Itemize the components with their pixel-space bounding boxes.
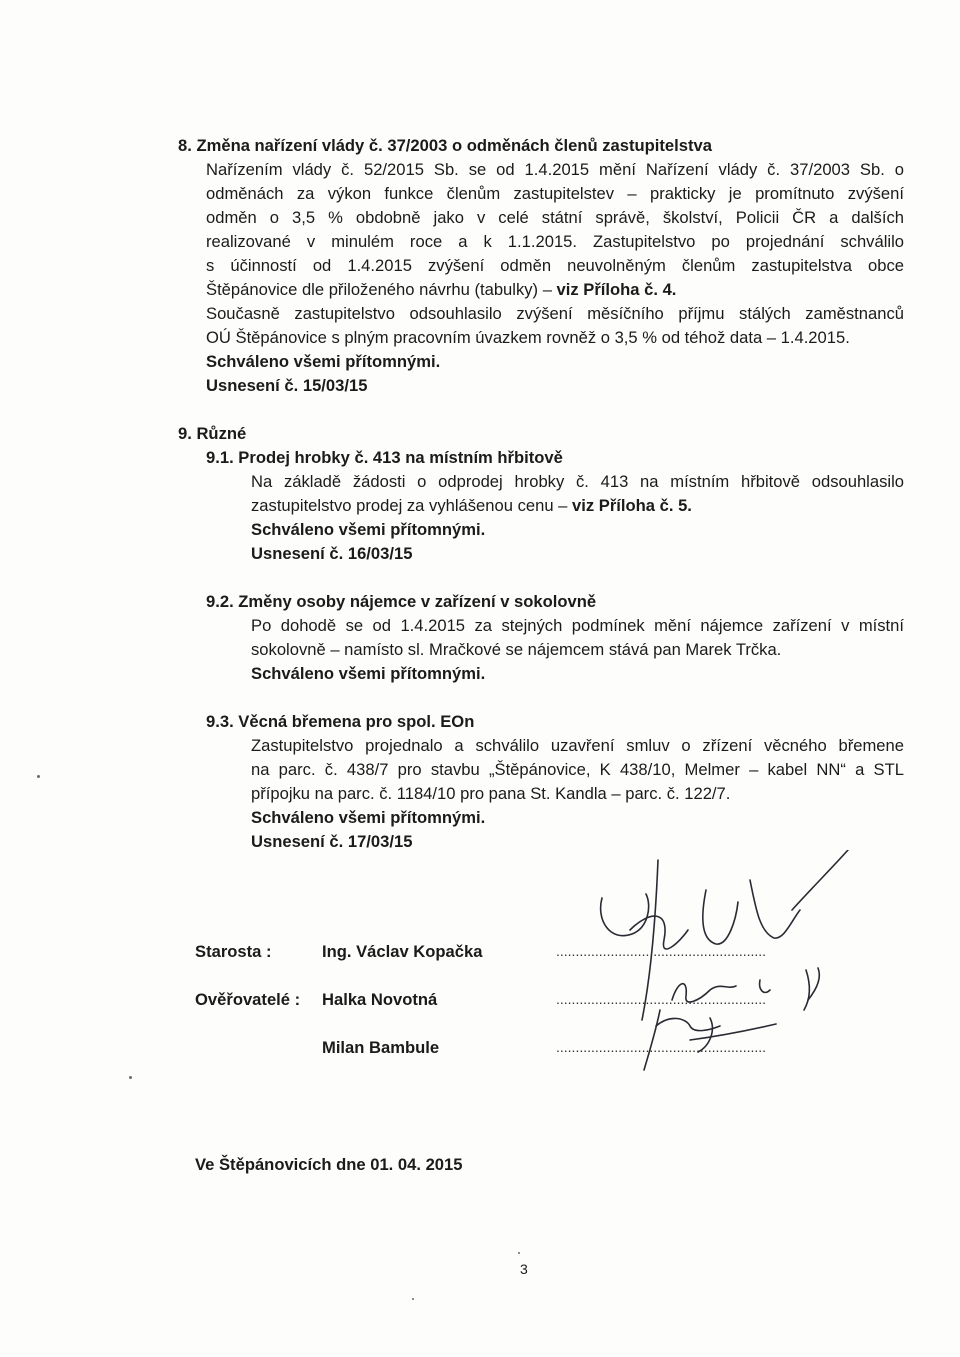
section-8-line-7: Současně zastupitelstvo odsouhlasilo zvýšení měsíčního příjmu stálých zaměstnanců (206, 304, 904, 323)
section-8-heading: 8. Změna nařízení vlády č. 37/2003 o odměnách členů zastupitelstva (178, 136, 712, 155)
verifier-1-name: Halka Novotná (322, 990, 438, 1009)
section-8-line-5: s účinností od 1.4.2015 zvýšení odměn neuvolněným členům zastupitelstva obce (206, 256, 904, 275)
section-9-1-line-2-text: zastupitelstvo prodej za vyhlášenou cenu – (251, 496, 573, 515)
attachment-4-ref: viz Příloha č. 4. (556, 280, 677, 299)
section-8-line-1: Nařízením vlády č. 52/2015 Sb. se od 1.4.2015 mění Nařízení vlády č. 37/2003 Sb. o (206, 160, 904, 179)
section-9-3-line-1: Zastupitelstvo projednalo a schválilo uzavření smluv o zřízení věcného břemene (251, 736, 904, 755)
section-9-heading: 9. Různé (178, 424, 247, 443)
section-9-3-heading: 9.3. Věcná břemena pro spol. EOn (206, 712, 475, 731)
section-8-line-3: odměn o 3,5 % obdobně jako v celé státní správě, školství, Policii ČR a dalších (206, 208, 904, 227)
mayor-label: Starosta : (195, 942, 272, 961)
section-9-1-line-2 (251, 498, 692, 515)
scan-speck (412, 1298, 414, 1300)
verifier-1-signature-line: ...................................................... (556, 991, 767, 1007)
verifiers-label: Ověřovatelé : (195, 990, 301, 1009)
section-9-3-resolution: Usnesení č. 17/03/15 (251, 832, 413, 851)
mayor-signature-line: ...................................................... (556, 943, 767, 959)
verifier-2-name: Milan Bambule (322, 1038, 440, 1057)
section-9-1-heading: 9.1. Prodej hrobky č. 413 na místním hřbitově (206, 448, 563, 467)
place-and-date: Ve Štěpánovicích dne 01. 04. 2015 (195, 1155, 463, 1174)
section-8-line-6 (206, 282, 676, 299)
scan-speck (37, 775, 40, 778)
mayor-name: Ing. Václav Kopačka (322, 942, 483, 961)
section-9-2-heading: 9.2. Změny osoby nájemce v zařízení v sokolovně (206, 592, 597, 611)
section-9-3-line-2: na parc. č. 438/7 pro stavbu „Štěpánovice, K 438/10, Melmer – kabel NN“ a STL (251, 760, 904, 779)
section-8-line-6-text: Štěpánovice dle přiloženého návrhu (tabulky) – (206, 280, 557, 299)
section-9-3-line-3: přípojku na parc. č. 1184/10 pro pana St. Kandla – parc. č. 122/7. (251, 784, 731, 803)
section-8-line-2: odměnách za výkon funkce členům zastupitelstev – prakticky je promítnuto zvýšení (206, 184, 904, 203)
section-9-2-line-1: Po dohodě se od 1.4.2015 za stejných podmínek mění nájemce zařízení v místní (251, 616, 904, 635)
section-9-1-line-1: Na základě žádosti o odprodej hrobky č. 413 na místním hřbitově odsouhlasilo (251, 472, 904, 491)
handwritten-signatures (560, 850, 860, 1090)
section-9-1-approved: Schváleno všemi přítomnými. (251, 520, 486, 539)
section-8-resolution: Usnesení č. 15/03/15 (206, 376, 368, 395)
attachment-5-ref: viz Příloha č. 5. (572, 496, 692, 515)
section-9-2-approved: Schváleno všemi přítomnými. (251, 664, 486, 683)
scan-speck (129, 1076, 132, 1079)
section-8-line-8: OÚ Štěpánovice s plným pracovním úvazkem rovněž o 3,5 % od téhož data – 1.4.2015. (206, 328, 850, 347)
verifier-2-signature-line: ...................................................... (556, 1039, 767, 1055)
section-9-1-resolution: Usnesení č. 16/03/15 (251, 544, 413, 563)
section-8-line-4: realizované v minulém roce a k 1.1.2015. Zastupitelstvo po projednání schválilo (206, 232, 904, 251)
section-8-approved: Schváleno všemi přítomnými. (206, 352, 441, 371)
page-number: 3 (520, 1261, 528, 1277)
section-9-2-line-2: sokolovně – namísto sl. Mračkové se nájemcem stává pan Marek Trčka. (251, 640, 782, 659)
scan-speck (518, 1252, 520, 1254)
section-9-3-approved: Schváleno všemi přítomnými. (251, 808, 486, 827)
